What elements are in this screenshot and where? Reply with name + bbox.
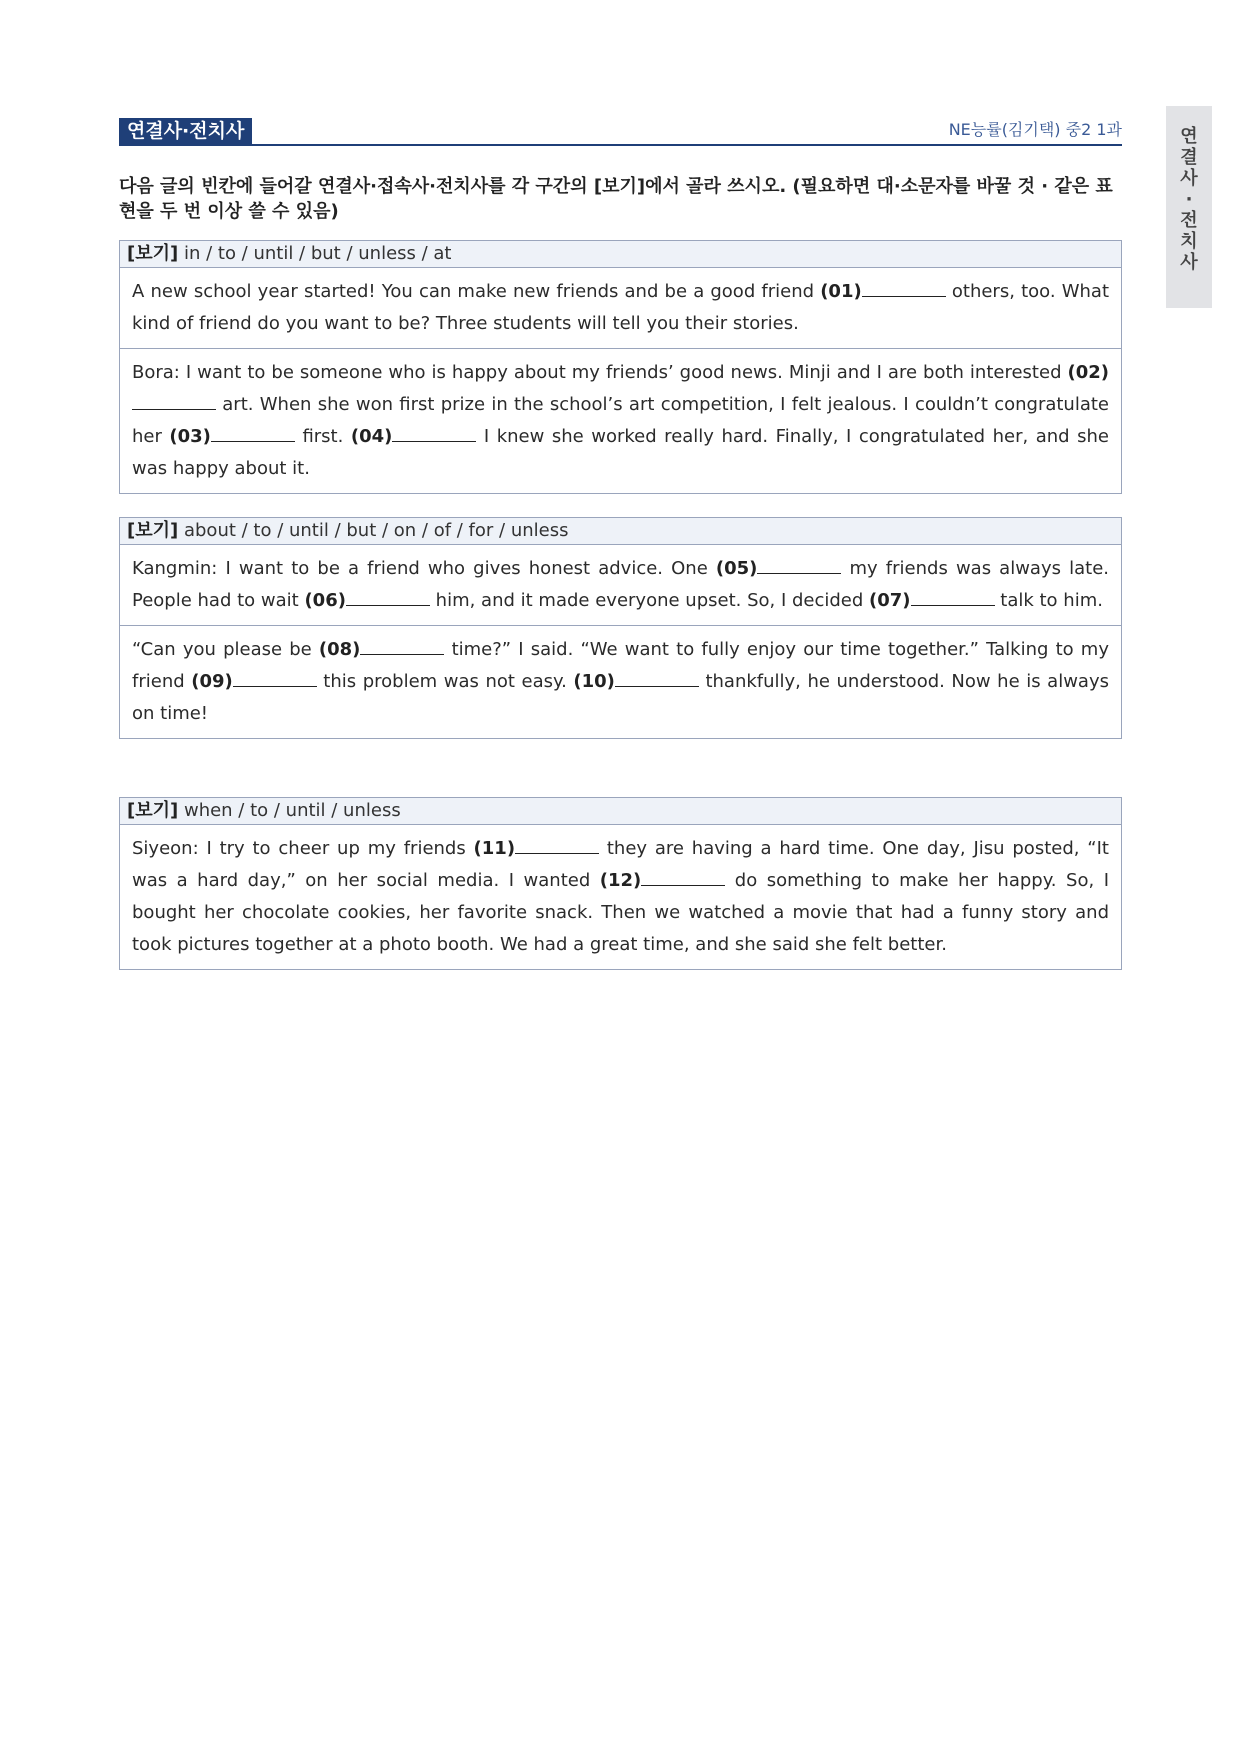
blank-number: (04): [350, 426, 393, 447]
side-tab-char: 사: [1180, 252, 1198, 273]
passage-text: A new school year started! You can make new friends and be a good friend: [132, 281, 821, 302]
blank-number: (03): [169, 426, 211, 447]
word-bank-options: about / to / until / but / on / of / for / unless: [183, 520, 569, 541]
word-bank-label: [보기]: [127, 520, 179, 541]
word-bank-options: in / to / until / but / unless / at: [183, 243, 452, 264]
passage-text: Kangmin: I want to be a friend who gives honest advice. One: [132, 558, 716, 579]
passage-text: others, too. What kind of friend do you want to be? Three students will tell you their stories.: [132, 281, 1110, 334]
blank-number: (09): [191, 671, 233, 692]
blank-number: (02): [1067, 362, 1109, 383]
passage-box: [119, 545, 1122, 626]
textbook-label: NE능률(김기택) 중2 1과: [948, 120, 1122, 139]
passage-box: [119, 268, 1122, 349]
blank-number: (08): [318, 639, 361, 660]
passage-text: do something to make her happy. So, I bought her chocolate cookies, her favorite snack. Then we watched a movie that had a funny story and took pictures together at a photo booth. We had a great time, and she said she felt better.: [132, 870, 1110, 955]
topic-label: 연결사·전치사: [119, 118, 252, 144]
passage-text: they are having a hard time. One day, Jisu posted, “It was a hard day,” on her social media. I wanted: [132, 838, 1109, 891]
blank-04[interactable]: [392, 423, 476, 442]
blank-05[interactable]: [757, 555, 841, 574]
blank-03[interactable]: [211, 423, 295, 442]
blank-number: (07): [869, 590, 911, 611]
passage-text: “Can you please be: [132, 639, 319, 660]
blank-01[interactable]: [862, 278, 946, 297]
side-tab-char: 결: [1180, 147, 1198, 168]
side-tab-char: 치: [1180, 231, 1198, 252]
blank-10[interactable]: [615, 668, 699, 687]
side-tab-char: ·: [1185, 189, 1193, 210]
side-tab-char: 전: [1180, 210, 1198, 231]
passage-box: [119, 626, 1122, 739]
blank-number: (11): [473, 838, 516, 859]
blank-12[interactable]: [641, 867, 725, 886]
passage-text: my friends was always late. People had to wait: [132, 558, 1109, 611]
word-bank-options: when / to / until / unless: [183, 800, 401, 821]
blank-number: (05): [715, 558, 758, 579]
blank-02[interactable]: [132, 391, 216, 410]
section-2: [119, 517, 1122, 739]
blank-number: (01): [820, 281, 862, 302]
blank-08[interactable]: [360, 636, 444, 655]
blank-06[interactable]: [346, 587, 430, 606]
section-3: [119, 797, 1122, 970]
passage-text: him, and it made everyone upset. So, I decided: [429, 590, 870, 611]
blank-11[interactable]: [515, 835, 599, 854]
blank-number: (06): [304, 590, 346, 611]
instruction: 다음 글의 빈칸에 들어갈 연결사·접속사·전치사를 각 구간의 [보기]에서 골라 쓰시오. (필요하면 대·소문자를 바꿀 것 · 같은 표현을 두 번 이상 쓸 수 있음): [119, 176, 1113, 222]
passage-text: this problem was not easy.: [316, 671, 574, 692]
blank-number: (10): [573, 671, 615, 692]
word-bank-label: [보기]: [127, 800, 179, 821]
blank-number: (12): [599, 870, 642, 891]
passage-text: I knew she worked really hard. Finally, I congratulated her, and she was happy about it.: [132, 426, 1109, 479]
word-bank-label: [보기]: [127, 243, 179, 264]
side-tab: [1166, 106, 1212, 308]
passage-text: Bora: I want to be someone who is happy about my friends’ good news. Minji and I are both interested: [132, 362, 1068, 383]
passage-text: Siyeon: I try to cheer up my friends: [132, 838, 474, 859]
passage-text: talk to him.: [994, 590, 1103, 611]
passage-box: [119, 825, 1122, 970]
section-1: [119, 240, 1122, 494]
passage-text: first.: [294, 426, 351, 447]
side-tab-char: 연: [1180, 126, 1198, 147]
blank-07[interactable]: [911, 587, 995, 606]
passage-text: time?” I said. “We want to fully enjoy our time together.” Talking to my friend: [132, 639, 1109, 692]
word-bank: [119, 517, 1122, 545]
page-header: [119, 118, 1122, 146]
blank-09[interactable]: [233, 668, 317, 687]
passage-text: art. When she won first prize in the school’s art competition, I felt jealous. I couldn’t congratulate her: [132, 394, 1109, 447]
word-bank: [119, 240, 1122, 268]
passage-text: thankfully, he understood. Now he is always on time!: [132, 671, 1109, 724]
passage-box: [119, 349, 1122, 494]
side-tab-char: 사: [1180, 168, 1198, 189]
word-bank: [119, 797, 1122, 825]
